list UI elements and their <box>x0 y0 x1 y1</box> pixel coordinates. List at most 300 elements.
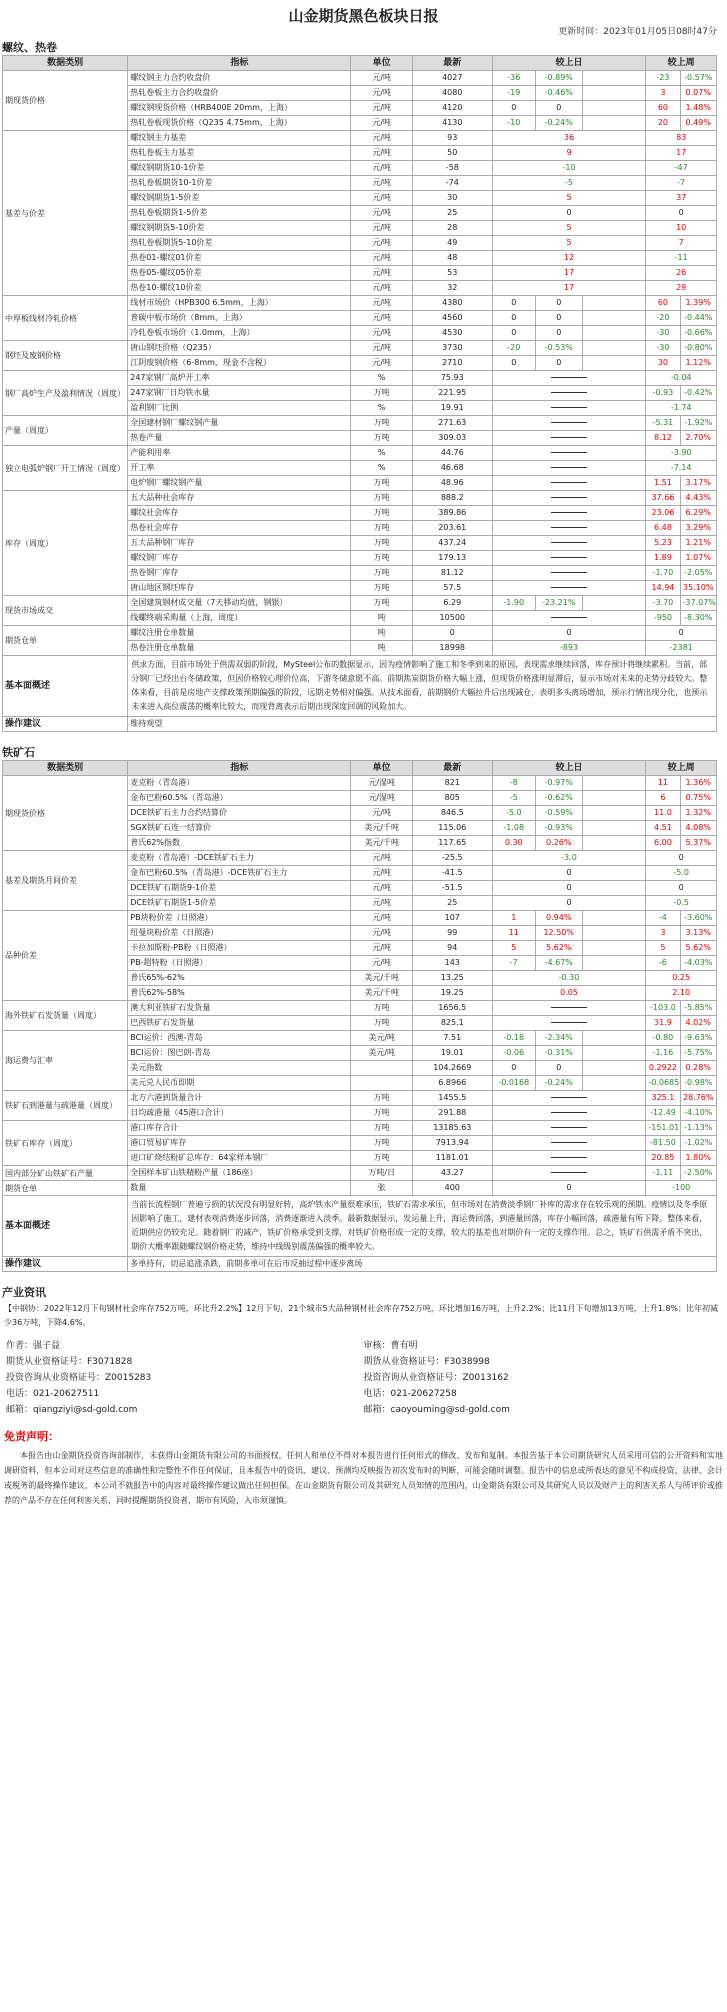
spacer-cell <box>582 791 646 806</box>
week-pct-cell: 0.49% <box>680 116 717 131</box>
unit-cell: 万吨 <box>351 581 412 596</box>
op-label: 操作建议 <box>3 717 128 732</box>
week-change-cell: 2.10 <box>646 986 717 1001</box>
indicator-cell: 热轧卷板主力基差 <box>128 146 351 161</box>
day-change-cell: -10 <box>492 116 535 131</box>
latest-cell: 32 <box>412 281 492 296</box>
spacer-cell <box>582 941 646 956</box>
unit-cell: 万吨 <box>351 1136 412 1151</box>
unit-cell: 美元/千吨 <box>351 986 412 1001</box>
unit-cell: 万吨 <box>351 521 412 536</box>
day-change-cell: 11 <box>492 926 535 941</box>
day-change-cell <box>492 386 646 401</box>
unit-cell: % <box>351 446 412 461</box>
category-cell: 期现货价格 <box>3 71 128 131</box>
week-change-cell: 0 <box>646 206 717 221</box>
indicator-cell: PB-超特粉（日照港） <box>128 956 351 971</box>
iron-basic-row <box>3 1196 717 1257</box>
latest-cell: 75.93 <box>412 371 492 386</box>
iron-row <box>3 1001 717 1016</box>
day-change-cell: -0.0168 <box>492 1076 535 1091</box>
unit-cell: 元/吨 <box>351 281 412 296</box>
week-change-cell: 6 <box>646 791 680 806</box>
week-change-cell: 14.94 <box>646 581 680 596</box>
op-text: 维持观望 <box>128 717 717 732</box>
day-change-cell: -893 <box>492 641 646 656</box>
indicator-cell: 美元兑人民币即期 <box>128 1076 351 1091</box>
week-change-cell: 8.12 <box>646 431 680 446</box>
indicator-cell: 普氏65%-62% <box>128 971 351 986</box>
steel-row <box>3 596 717 611</box>
latest-cell: 93 <box>412 131 492 146</box>
day-pct-cell: -0.97% <box>535 776 582 791</box>
indicator-cell: 螺纹社会库存 <box>128 506 351 521</box>
day-change-cell: -19 <box>492 86 535 101</box>
week-pct-cell: -4.10% <box>680 1106 717 1121</box>
week-pct-cell: 0.07% <box>680 86 717 101</box>
section-industry-title: 产业资讯 <box>2 1286 46 1299</box>
indicator-cell: 巴西铁矿石发货量 <box>128 1016 351 1031</box>
update-time: 更新时间：2023年01月05日08时47分 <box>558 27 717 37</box>
dash-line <box>551 497 587 498</box>
indicator-cell: SGX铁矿石连一结算价 <box>128 821 351 836</box>
latest-cell: 53 <box>412 266 492 281</box>
indicator-cell: 线螺终端采购量（上海，周度） <box>128 611 351 626</box>
steel-row <box>3 71 717 86</box>
unit-cell: 元/吨 <box>351 191 412 206</box>
latest-cell: 6.29 <box>412 596 492 611</box>
unit-cell: % <box>351 461 412 476</box>
day-pct-cell: 0 <box>535 296 582 311</box>
day-change-cell <box>492 1121 646 1136</box>
latest-cell: 25 <box>412 206 492 221</box>
week-change-cell: -5.31 <box>646 416 680 431</box>
week-change-cell: -7 <box>646 176 717 191</box>
day-change-cell <box>492 536 646 551</box>
iron-table <box>2 760 717 1272</box>
day-change-cell: -7 <box>492 956 535 971</box>
iron-row <box>3 851 717 866</box>
week-change-cell: -2381 <box>646 641 717 656</box>
indicator-cell: 产能利用率 <box>128 446 351 461</box>
latest-cell: 203.61 <box>412 521 492 536</box>
indicator-cell: 麦克粉（青岛港） <box>128 776 351 791</box>
category-cell: 国内部分矿山铁矿石产量 <box>3 1166 128 1181</box>
disclaimer-title: 免责声明： <box>4 1430 59 1443</box>
indicator-cell: 冷轧卷板市场价（1.0mm，上海） <box>128 326 351 341</box>
week-change-cell: -47 <box>646 161 717 176</box>
indicator-cell: 金布巴粉60.5%（青岛港） <box>128 791 351 806</box>
day-change-cell: -0.18 <box>492 1031 535 1046</box>
indicator-cell: 日均疏港量（45港口合计） <box>128 1106 351 1121</box>
dash-line <box>551 557 587 558</box>
week-change-cell: 0.25 <box>646 971 717 986</box>
week-change-cell: 0 <box>646 626 717 641</box>
spacer-cell <box>582 311 646 326</box>
indicator-cell: 卡拉加斯粉-PB粉（日照港） <box>128 941 351 956</box>
section-iron-title: 铁矿石 <box>2 746 35 759</box>
week-change-cell: -20 <box>646 311 680 326</box>
dash-line <box>551 392 587 393</box>
week-change-cell: 3 <box>646 86 680 101</box>
dash-line <box>551 1127 587 1128</box>
op-text: 多单持有，切忌追涨杀跌，前期多单可在后市反抽过程中逐步离场 <box>128 1257 717 1272</box>
day-change-cell: -5 <box>492 791 535 806</box>
steel-row <box>3 491 717 506</box>
category-cell: 期货仓单 <box>3 1181 128 1196</box>
indicator-cell: 数量 <box>128 1181 351 1196</box>
latest-cell: -58 <box>412 161 492 176</box>
indicator-cell: 热卷01-螺纹01价差 <box>128 251 351 266</box>
week-change-cell: 5.23 <box>646 536 680 551</box>
basic-text: 供求方面，目前市场处于供需双弱的阶段，MySteel公布的数据显示，因为疫情影响了施工和冬季到来的原因，表现需求继续回落，库存预计将继续累积。当前，部分钢厂已经出台冬储政策，但因价格较心理价位高，下游冬储意愿不高。前期焦炭期货价格大幅上涨，但现货价格涨明显滞后，显示市场对未来的走势分歧较大。整体来看，目前是房地产支撑政策预期偏强的阶段，远期走势相对偏强。从技术面看，前期钢价大幅拉升后出现减仓，表明多头离场增加，预示行情出现分化，也预示未来进入高位震荡的概率比较大，而现背离表示后期出现深度回调的风险加大。 <box>128 656 717 717</box>
week-pct-cell: -1.02% <box>680 1136 717 1151</box>
indicator-cell: 全国建材钢厂螺纹钢产量 <box>128 416 351 431</box>
unit-cell: 元/吨 <box>351 296 412 311</box>
steel-header-row: 数据类别 指标 单位 最新 较上日 较上周 <box>3 56 717 71</box>
latest-cell: 4027 <box>412 71 492 86</box>
dash-line <box>551 1112 587 1113</box>
dash-line <box>551 1142 587 1143</box>
day-pct-cell: -0.46% <box>535 86 582 101</box>
latest-cell: 94 <box>412 941 492 956</box>
week-change-cell: 3 <box>646 926 680 941</box>
day-change-cell <box>492 1016 646 1031</box>
week-pct-cell: -8.30% <box>680 611 717 626</box>
day-pct-cell: -2.34% <box>535 1031 582 1046</box>
latest-cell: 44.76 <box>412 446 492 461</box>
indicator-cell: BCI运价：西澳-青岛 <box>128 1031 351 1046</box>
spacer-cell <box>582 326 646 341</box>
day-change-cell: 17 <box>492 281 646 296</box>
spacer-cell <box>582 926 646 941</box>
week-pct-cell: -0.98% <box>680 1076 717 1091</box>
day-change-cell <box>492 371 646 386</box>
indicator-cell: 进口矿烧结粉矿总库存：64家样本钢厂 <box>128 1151 351 1166</box>
day-change-cell: 0 <box>492 356 535 371</box>
latest-cell: 846.5 <box>412 806 492 821</box>
day-change-cell <box>492 506 646 521</box>
week-change-cell: -4 <box>646 911 680 926</box>
latest-cell: -51.5 <box>412 881 492 896</box>
category-cell: 品种价差 <box>3 911 128 1001</box>
latest-cell: 19.25 <box>412 986 492 1001</box>
week-change-cell: 4.51 <box>646 821 680 836</box>
week-change-cell: -3.90 <box>646 446 717 461</box>
week-pct-cell: 4.08% <box>680 821 717 836</box>
week-pct-cell: -1.13% <box>680 1121 717 1136</box>
unit-cell: 元/湿吨 <box>351 776 412 791</box>
unit-cell: 张 <box>351 1181 412 1196</box>
unit-cell: 万吨 <box>351 1151 412 1166</box>
week-change-cell: 1.51 <box>646 476 680 491</box>
latest-cell: 10500 <box>412 611 492 626</box>
dash-line <box>551 1157 587 1158</box>
latest-cell: 57.5 <box>412 581 492 596</box>
indicator-cell: 港口贸易矿库存 <box>128 1136 351 1151</box>
dash-line <box>551 1007 587 1008</box>
industry-info: 【中钢协：2022年12月下旬钢材社会库存752万吨，环比升2.2%】12月下旬，21个城市5大品种钢材社会库存752万吨，环比增加16万吨，上升2.2%；比11月下旬增加13万吨，上升1.8%；比年初减少36万吨，下降4.6%。 <box>4 1304 719 1327</box>
indicator-cell: 热卷钢厂库存 <box>128 566 351 581</box>
day-change-cell: 0 <box>492 296 535 311</box>
day-change-cell <box>492 521 646 536</box>
week-change-cell: 10 <box>646 221 717 236</box>
iron-header-row: 数据类别 指标 单位 最新 较上日 较上周 <box>3 761 717 776</box>
week-change-cell: -103.0 <box>646 1001 680 1016</box>
latest-cell: 4120 <box>412 101 492 116</box>
indicator-cell: 纽曼块粉价差（日照港） <box>128 926 351 941</box>
week-change-cell: -23 <box>646 71 680 86</box>
latest-cell: 4380 <box>412 296 492 311</box>
indicator-cell: 麦克粉（青岛港）-DCE铁矿石主力 <box>128 851 351 866</box>
dash-line <box>551 617 587 618</box>
iron-row <box>3 1121 717 1136</box>
week-change-cell: -3.70 <box>646 596 680 611</box>
week-change-cell: -1.11 <box>646 1166 680 1181</box>
indicator-cell: 开工率 <box>128 461 351 476</box>
week-change-cell: -0.04 <box>646 371 717 386</box>
unit-cell: 万吨 <box>351 1106 412 1121</box>
unit-cell: 万吨 <box>351 491 412 506</box>
spacer-cell <box>582 296 646 311</box>
day-pct-cell: -0.89% <box>535 71 582 86</box>
unit-cell: 元/吨 <box>351 221 412 236</box>
unit-cell: 万吨 <box>351 476 412 491</box>
author-contact: 作者：强子益 期货从业资格证号：F3071828 投资咨询从业资格证号：Z0015283 电话：021-20627511 邮箱：qiangziyi@sd-gold.com <box>6 1341 152 1415</box>
latest-cell: 3730 <box>412 341 492 356</box>
day-pct-cell: -23.21% <box>535 596 582 611</box>
week-pct-cell: -0.66% <box>680 326 717 341</box>
indicator-cell: 螺纹钢主力合约收盘价 <box>128 71 351 86</box>
day-change-cell: 9 <box>492 146 646 161</box>
week-change-cell: 60 <box>646 101 680 116</box>
unit-cell: 美元/千吨 <box>351 821 412 836</box>
indicator-cell: 螺纹注册仓单数量 <box>128 626 351 641</box>
week-pct-cell: -0.80% <box>680 341 717 356</box>
category-cell: 基差与价差 <box>3 131 128 296</box>
unit-cell: 元/吨 <box>351 161 412 176</box>
dash-line <box>551 377 587 378</box>
latest-cell: 1656.5 <box>412 1001 492 1016</box>
latest-cell: 18998 <box>412 641 492 656</box>
basic-label: 基本面概述 <box>3 1196 128 1257</box>
dash-line <box>551 422 587 423</box>
unit-cell: 元/吨 <box>351 101 412 116</box>
indicator-cell: 澳大利亚铁矿石发货量 <box>128 1001 351 1016</box>
week-pct-cell: -0.57% <box>680 71 717 86</box>
latest-cell: 28 <box>412 221 492 236</box>
day-change-cell <box>492 1001 646 1016</box>
dash-line <box>551 1172 587 1173</box>
unit-cell: 万吨 <box>351 551 412 566</box>
week-change-cell: 1.89 <box>646 551 680 566</box>
week-pct-cell: 4.43% <box>680 491 717 506</box>
spacer-cell <box>582 1061 646 1076</box>
iron-row <box>3 1091 717 1106</box>
spacer-cell <box>582 341 646 356</box>
week-change-cell: -0.80 <box>646 1031 680 1046</box>
unit-cell: 元/吨 <box>351 311 412 326</box>
day-change-cell: 0 <box>492 326 535 341</box>
unit-cell: 元/吨 <box>351 146 412 161</box>
indicator-cell: 热轧卷板期货10-1价差 <box>128 176 351 191</box>
day-pct-cell: 0 <box>535 101 582 116</box>
unit-cell: 元/吨 <box>351 131 412 146</box>
indicator-cell: 五大品种社会库存 <box>128 491 351 506</box>
week-change-cell: 60 <box>646 296 680 311</box>
day-change-cell <box>492 476 646 491</box>
unit-cell: 万吨 <box>351 596 412 611</box>
latest-cell: 389.86 <box>412 506 492 521</box>
day-change-cell: 5 <box>492 191 646 206</box>
week-pct-cell: 3.17% <box>680 476 717 491</box>
dash-line <box>551 572 587 573</box>
day-change-cell <box>492 491 646 506</box>
unit-cell: 元/吨 <box>351 71 412 86</box>
unit-cell <box>351 1076 412 1091</box>
latest-cell: 4560 <box>412 311 492 326</box>
unit-cell: 万吨 <box>351 431 412 446</box>
week-pct-cell: 0.75% <box>680 791 717 806</box>
latest-cell: 7913.94 <box>412 1136 492 1151</box>
latest-cell: 115.06 <box>412 821 492 836</box>
unit-cell: 吨 <box>351 611 412 626</box>
iron-op-row <box>3 1257 717 1272</box>
day-change-cell: -10 <box>492 161 646 176</box>
week-change-cell: -151.01 <box>646 1121 680 1136</box>
week-pct-cell: 35.10% <box>680 581 717 596</box>
day-pct-cell: 5.62% <box>535 941 582 956</box>
week-change-cell: 23.06 <box>646 506 680 521</box>
category-cell: 产量（周度） <box>3 416 128 446</box>
day-change-cell: 0 <box>492 896 646 911</box>
indicator-cell: 电炉钢厂螺纹钢产量 <box>128 476 351 491</box>
indicator-cell: 螺纹钢现货价格（HRB400E 20mm，上海） <box>128 101 351 116</box>
dash-line <box>551 482 587 483</box>
unit-cell: 元/吨 <box>351 881 412 896</box>
indicator-cell: 江阴废钢价格（6-8mm，现金不含税） <box>128 356 351 371</box>
indicator-cell: 普碳中板市场价（8mm，上海） <box>128 311 351 326</box>
indicator-cell: 北方六港到货量合计 <box>128 1091 351 1106</box>
week-change-cell: 29 <box>646 281 717 296</box>
steel-row <box>3 371 717 386</box>
day-change-cell <box>492 446 646 461</box>
week-pct-cell: 3.29% <box>680 521 717 536</box>
latest-cell: 4130 <box>412 116 492 131</box>
unit-cell: 万吨 <box>351 1001 412 1016</box>
week-change-cell: 325.1 <box>646 1091 680 1106</box>
latest-cell: 4530 <box>412 326 492 341</box>
week-pct-cell: 4.02% <box>680 1016 717 1031</box>
indicator-cell: 热轧卷板期货5-10价差 <box>128 236 351 251</box>
day-pct-cell: -0.62% <box>535 791 582 806</box>
indicator-cell: 螺纹钢期货10-1价差 <box>128 161 351 176</box>
indicator-cell: DCE铁矿石期货9-1价差 <box>128 881 351 896</box>
week-change-cell: 26 <box>646 266 717 281</box>
week-pct-cell: -37.07% <box>680 596 717 611</box>
day-pct-cell: 0 <box>535 1061 582 1076</box>
dash-line <box>551 452 587 453</box>
week-pct-cell: -2.50% <box>680 1166 717 1181</box>
steel-op-row <box>3 717 717 732</box>
contact-block <box>6 1338 721 1418</box>
latest-cell: -25.5 <box>412 851 492 866</box>
indicator-cell: 热卷产量 <box>128 431 351 446</box>
day-pct-cell: 0.94% <box>535 911 582 926</box>
spacer-cell <box>582 596 646 611</box>
indicator-cell: 螺纹钢主力基差 <box>128 131 351 146</box>
week-change-cell: -1.74 <box>646 401 717 416</box>
day-pct-cell: 0.26% <box>535 836 582 851</box>
day-change-cell <box>492 1166 646 1181</box>
latest-cell: 99 <box>412 926 492 941</box>
day-change-cell: -8 <box>492 776 535 791</box>
unit-cell: 元/吨 <box>351 116 412 131</box>
day-change-cell <box>492 1106 646 1121</box>
day-change-cell: 0 <box>492 866 646 881</box>
steel-table <box>2 55 717 732</box>
dash-line <box>551 587 587 588</box>
category-cell: 钢厂高炉生产及盈利情况（周度） <box>3 371 128 416</box>
week-change-cell: -0.0685 <box>646 1076 680 1091</box>
latest-cell: 25 <box>412 896 492 911</box>
dash-line <box>551 1097 587 1098</box>
week-pct-cell: 1.36% <box>680 776 717 791</box>
day-change-cell <box>492 431 646 446</box>
indicator-cell: 全国建筑钢材成交量（7天移动均值，钢银） <box>128 596 351 611</box>
week-pct-cell: -2.05% <box>680 566 717 581</box>
latest-cell: 221.95 <box>412 386 492 401</box>
day-change-cell <box>492 611 646 626</box>
day-change-cell: 5 <box>492 236 646 251</box>
report-title: 山金期货黑色板块日报 <box>288 7 439 25</box>
week-change-cell: -30 <box>646 326 680 341</box>
dash-line <box>551 527 587 528</box>
latest-cell: 4080 <box>412 86 492 101</box>
week-change-cell: 20.85 <box>646 1151 680 1166</box>
category-cell: 基差及期货月间价差 <box>3 851 128 911</box>
week-pct-cell: -5.85% <box>680 1001 717 1016</box>
indicator-cell: BCI运价：图巴朗-青岛 <box>128 1046 351 1061</box>
latest-cell: 271.63 <box>412 416 492 431</box>
steel-row <box>3 296 717 311</box>
day-change-cell <box>492 551 646 566</box>
unit-cell: 吨 <box>351 641 412 656</box>
indicator-cell: 热卷社会库存 <box>128 521 351 536</box>
unit-cell: 万吨/日 <box>351 1166 412 1181</box>
spacer-cell <box>582 821 646 836</box>
week-pct-cell: -3.60% <box>680 911 717 926</box>
week-pct-cell: -5.75% <box>680 1046 717 1061</box>
unit-cell: 元/吨 <box>351 86 412 101</box>
week-change-cell: 31.9 <box>646 1016 680 1031</box>
basic-label: 基本面概述 <box>3 656 128 717</box>
latest-cell: 13.25 <box>412 971 492 986</box>
week-pct-cell: -9.63% <box>680 1031 717 1046</box>
unit-cell: 元/吨 <box>351 806 412 821</box>
latest-cell: 46.68 <box>412 461 492 476</box>
day-pct-cell: -0.24% <box>535 1076 582 1091</box>
week-pct-cell: 0.28% <box>680 1061 717 1076</box>
indicator-cell: DCE铁矿石期货1-5价差 <box>128 896 351 911</box>
indicator-cell: DCE铁矿石主力合约结算价 <box>128 806 351 821</box>
dash-line <box>551 407 587 408</box>
unit-cell: 万吨 <box>351 1121 412 1136</box>
day-change-cell: -0.30 <box>492 971 646 986</box>
week-change-cell: 6.48 <box>646 521 680 536</box>
latest-cell: 2710 <box>412 356 492 371</box>
week-pct-cell: 5.62% <box>680 941 717 956</box>
